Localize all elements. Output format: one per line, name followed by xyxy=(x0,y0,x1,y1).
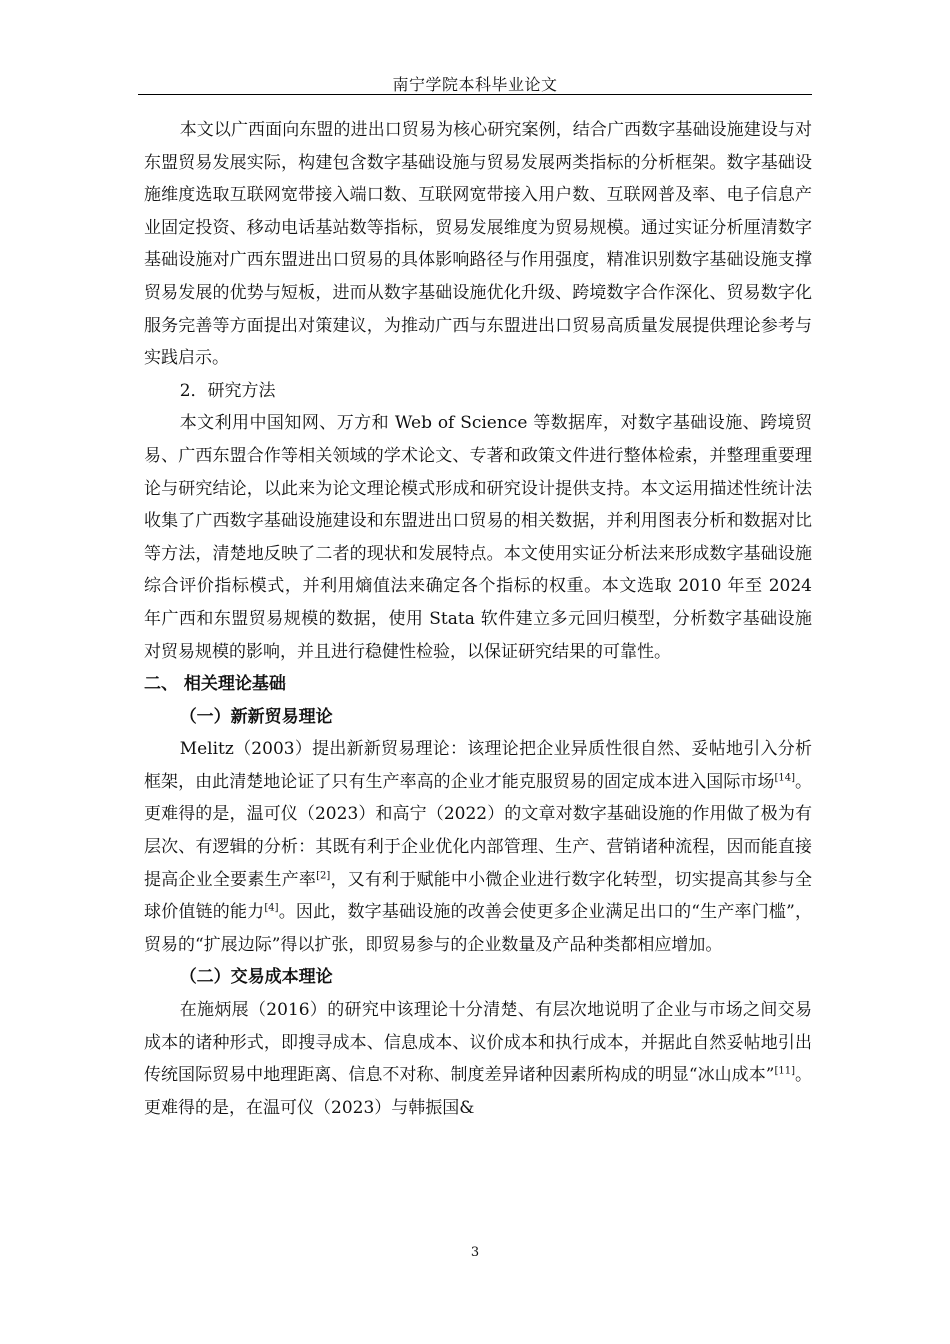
citation-marker: [11] xyxy=(774,1065,795,1077)
page-number: 3 xyxy=(470,1245,480,1260)
paragraph xyxy=(144,733,812,961)
paragraph xyxy=(144,375,812,408)
text-segment: （二）交易成本理论 xyxy=(179,967,333,988)
paragraph xyxy=(144,994,812,1124)
subsection-heading xyxy=(144,961,812,994)
text-segment: （一）新新贸易理论 xyxy=(179,706,333,727)
citation-marker: [4] xyxy=(264,902,279,914)
body-content xyxy=(144,114,812,1124)
text-segment: 。更难得的是，温可仪（2023）和高宁（2022）的文章对数字基础设施的作用做了极为有层次、有逻辑的分析：其既有利于企业优化内部管理、生产、营销诸种流程，因而能直接提高企业全要素生产率 xyxy=(144,771,813,890)
running-header: 南宁学院本科毕业论文 xyxy=(392,75,558,94)
text-segment: 本文利用中国知网、万方和 Web of Science 等数据库，对数字基础设施、跨境贸易、广西东盟合作等相关领域的学术论文、专著和政策文件进行整体检索，并整理重要理论与研究结论，以此来为论文理论模式形成和研究设计提供支持。本文运用描述性统计法收集了广西数字基础设施建设和东盟进出口贸易的相关数据，并利用图表分析和数据对比等方法，清楚地反映了二者的现状和发展特点。本文使用实证分析法来形成数字基础设施综合评价指标模式，并利用熵值法来确定各个指标的权重。本文选取 2010 年至 2024 年广西和东盟贸易规模的数据，使用 Stata 软件建立多元回归模型，分析数字基础设施对贸易规模的影响，并且进行稳健性检验，以保证研究结果的可靠性。 xyxy=(144,413,812,662)
paragraph xyxy=(144,114,812,375)
text-segment: Melitz（2003）提出新新贸易理论：该理论把企业异质性很自然、妥帖地引入分析框架，由此清楚地论证了只有生产率高的企业才能克服贸易的固定成本进入国际市场 xyxy=(144,739,812,792)
subsection-heading xyxy=(144,701,812,734)
text-segment: 。因此，数字基础设施的改善会使更多企业满足出口的“生产率门槛”，贸易的“扩展边际”得以扩张，即贸易参与的企业数量及产品种类都相应增加。 xyxy=(144,902,812,955)
text-segment: ，又有利于赋能中小微企业进行数字化转型，切实提高其参与全球价值链的能力 xyxy=(144,869,813,923)
header-divider xyxy=(138,94,812,95)
text-segment: 。更难得的是，在温可仪（2023）与韩振国& xyxy=(144,1065,812,1118)
text-segment: 2．研究方法 xyxy=(179,380,276,401)
text-segment: 二、 相关理论基础 xyxy=(144,674,286,695)
text-segment: 在施炳展（2016）的研究中该理论十分清楚、有层次地说明了企业与市场之间交易成本的诸种形式，即搜寻成本、信息成本、议价成本和执行成本，并据此自然妥帖地引出传统国际贸易中地理距离、信息不对称、制度差异诸种因素所构成的明显“冰山成本” xyxy=(144,1000,812,1086)
citation-marker: [14] xyxy=(774,772,795,784)
text-segment: 本文以广西面向东盟的进出口贸易为核心研究案例，结合广西数字基础设施建设与对东盟贸易发展实际，构建包含数字基础设施与贸易发展两类指标的分析框架。数字基础设施维度选取互联网宽带接入端口数、互联网宽带接入用户数、互联网普及率、电子信息产业固定投资、移动电话基站数等指标，贸易发展维度为贸易规模。通过实证分析厘清数字基础设施对广西东盟进出口贸易的具体影响路径与作用强度，精准识别数字基础设施支撑贸易发展的优势与短板，进而从数字基础设施优化升级、跨境数字合作深化、贸易数字化服务完善等方面提出对策建议，为推动广西与东盟进出口贸易高质量发展提供理论参考与实践启示。 xyxy=(144,120,812,369)
section-heading xyxy=(144,668,812,701)
citation-marker: [2] xyxy=(316,870,331,881)
paragraph xyxy=(144,407,812,668)
